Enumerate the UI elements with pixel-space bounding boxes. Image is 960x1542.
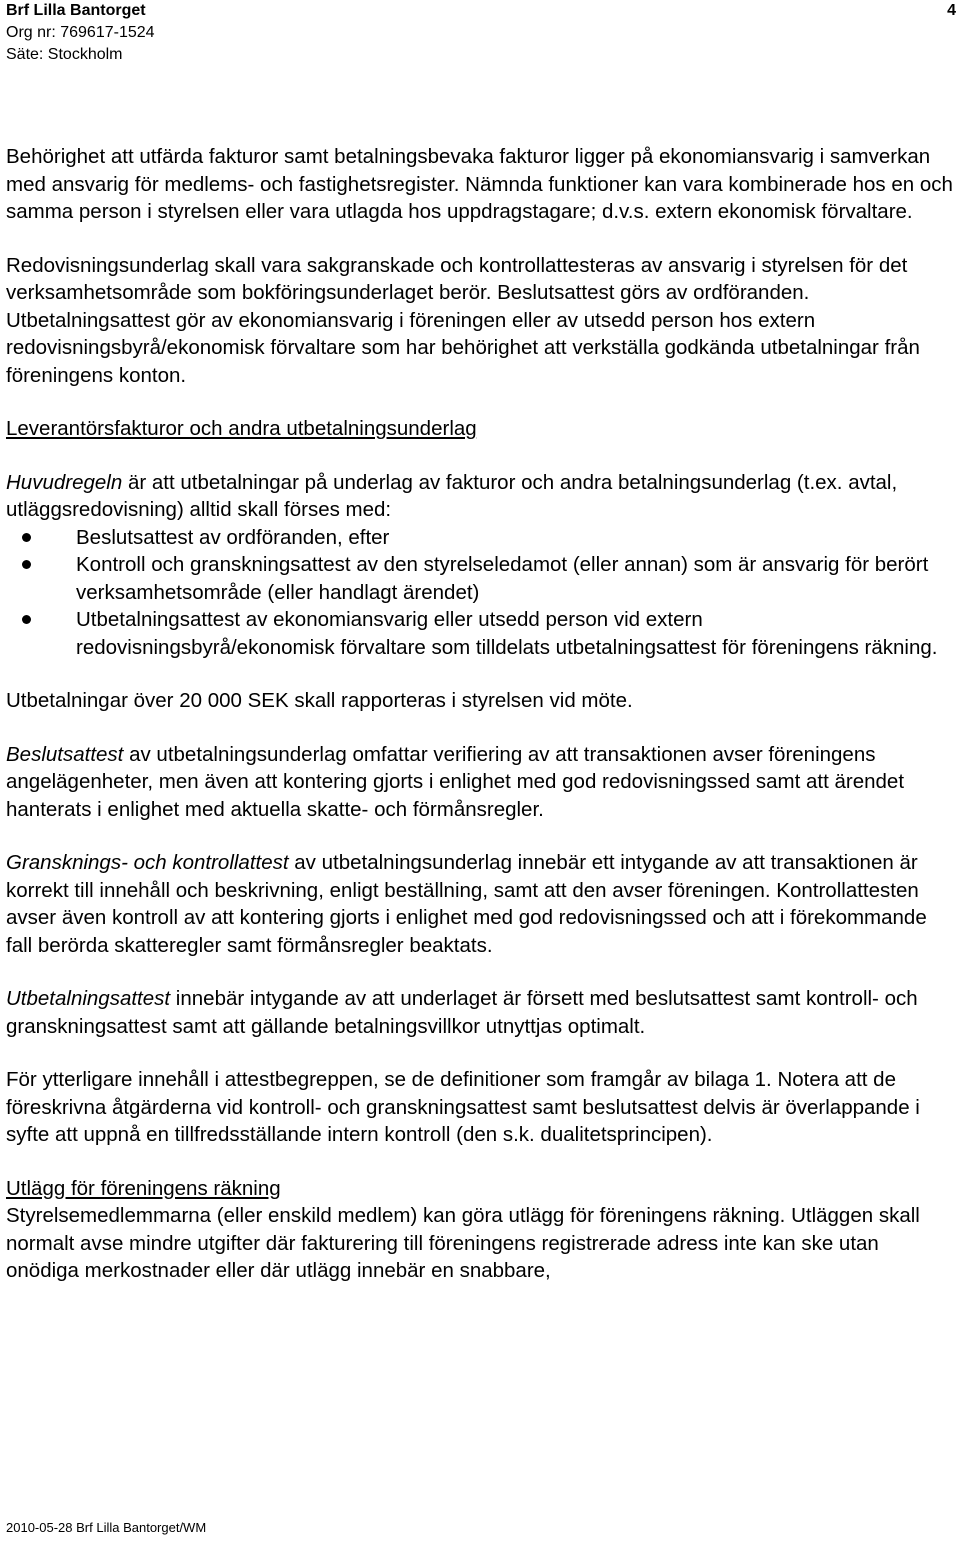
paragraph-authority: Behörighet att utfärda fakturor samt betalningsbevaka fakturor ligger på ekonomiansvarig i samverkan med ansvarig för medlems- och fastighetsregister. Nämnda funktioner kan vara kombinerade hos en och samma person i styrelsen eller vara utlagda hos uppdragstagare; d.v.s. extern ekonomisk förvaltare. [6,145,953,223]
review-attest-text: av utbetalningsunderlag innebär ett intygande av att transaktionen är korrekt till innehåll och beskrivning, enligt beställning, samt att den avser föreningen. Kontrollattesten avser även kontroll av att kontering gjorts i enlighet med god redovisningssed och att i förekommande fall berörda skatteregler samt förmånsregler beaktats. [6,851,927,957]
org-name: Brf Lilla Bantorget [6,2,146,19]
list-item-text: Utbetalningsattest av ekonomiansvarig eller utsedd person vid extern redovisningsbyrå/ekonomisk förvaltare som tilldelats utbetalningsattest för föreningens räkning. [76,608,938,659]
section-heading-expenses: Utlägg för föreningens räkning [6,1176,281,1200]
paragraph-payment-threshold: Utbetalningar över 20 000 SEK skall rapporteras i styrelsen vid möte. [6,689,633,712]
page-number: 4 [947,2,956,19]
document-body [6,143,954,1285]
list-item [6,551,954,606]
bullet-icon [22,615,31,624]
list-item [6,524,954,552]
page-footer: 2010-05-28 Brf Lilla Bantorget/WM [6,1520,207,1535]
paragraph-review-attest [6,849,954,959]
paragraph-payment-attest [6,985,954,1040]
payment-attest-text: innebär intygande av att underlaget är försett med beslutsattest samt kontroll- och granskningsattest samt att gällande betalningsvillkor utnyttjas optimalt. [6,987,918,1038]
term-decision-attest: Beslutsattest [6,742,124,766]
paragraph-main-rule [6,469,954,524]
term-main-rule: Huvudregeln [6,470,123,494]
org-number: Org nr: 769617-1524 [6,24,155,41]
list-item-text: Beslutsattest av ordföranden, efter [76,525,390,549]
list-item-text: Kontroll och granskningsattest av den styrelseledamot (eller annan) som är ansvarig för berört verksamhetsområde (eller handlagt ärendet) [76,553,929,604]
org-seat: Säte: Stockholm [6,46,123,63]
paragraph-accounting-documents: Redovisningsunderlag skall vara sakgranskade och kontrollattesteras av ansvarig i styrelsen för det verksamhetsområde som bokföringsunderlaget berör. Beslutsattest görs av ordföranden. Utbetalningsattest gör av ekonomiansvarig i föreningen eller av utsedd person hos extern redovisningsbyrå/ekonomisk förvaltare som har behörighet att verkställa godkända utbetalningar från föreningens konton. [6,253,920,387]
list-item [6,606,954,661]
bullet-icon [22,533,31,542]
decision-attest-text: av utbetalningsunderlag omfattar verifiering av att transaktionen avser föreningens angelägenheter, men även att kontering gjorts i enlighet med god redovisningssed samt att ärendet hanterats i enlighet med aktuella skatte- och förmånsregler. [6,742,905,821]
attest-bullet-list [6,524,954,662]
term-payment-attest: Utbetalningsattest [6,987,171,1010]
term-review-attest: Gransknings- och kontrollattest [6,851,289,874]
paragraph-decision-attest [6,741,954,824]
section-heading-suppliers: Leverantörsfakturor och andra utbetalningsunderlag [6,417,477,440]
bullet-icon [22,560,31,569]
paragraph-expenses: Styrelsemedlemmarna (eller enskild medlem) kan göra utlägg för föreningens räkning. Utläggen skall normalt avse mindre utgifter där fakturering till föreningens registrerade adress inte kan ske utan onödiga merkostnader eller där utlägg innebär en snabbare, [6,1204,920,1282]
page-header [6,0,956,66]
paragraph-further-info: För ytterligare innehåll i attestbegreppen, se de definitioner som framgår av bilaga 1. Notera att de föreskrivna åtgärderna vid kontroll- och granskningsattest samt beslutsattest delvis är överlappande i syfte att uppnå en tillfredsställande intern kontroll (den s.k. dualitetsprincipen). [6,1068,920,1146]
main-rule-text: är att utbetalningar på underlag av fakturor och andra betalningsunderlag (t.ex. avtal, utläggsredovisning) alltid skall förses med: [6,470,898,521]
